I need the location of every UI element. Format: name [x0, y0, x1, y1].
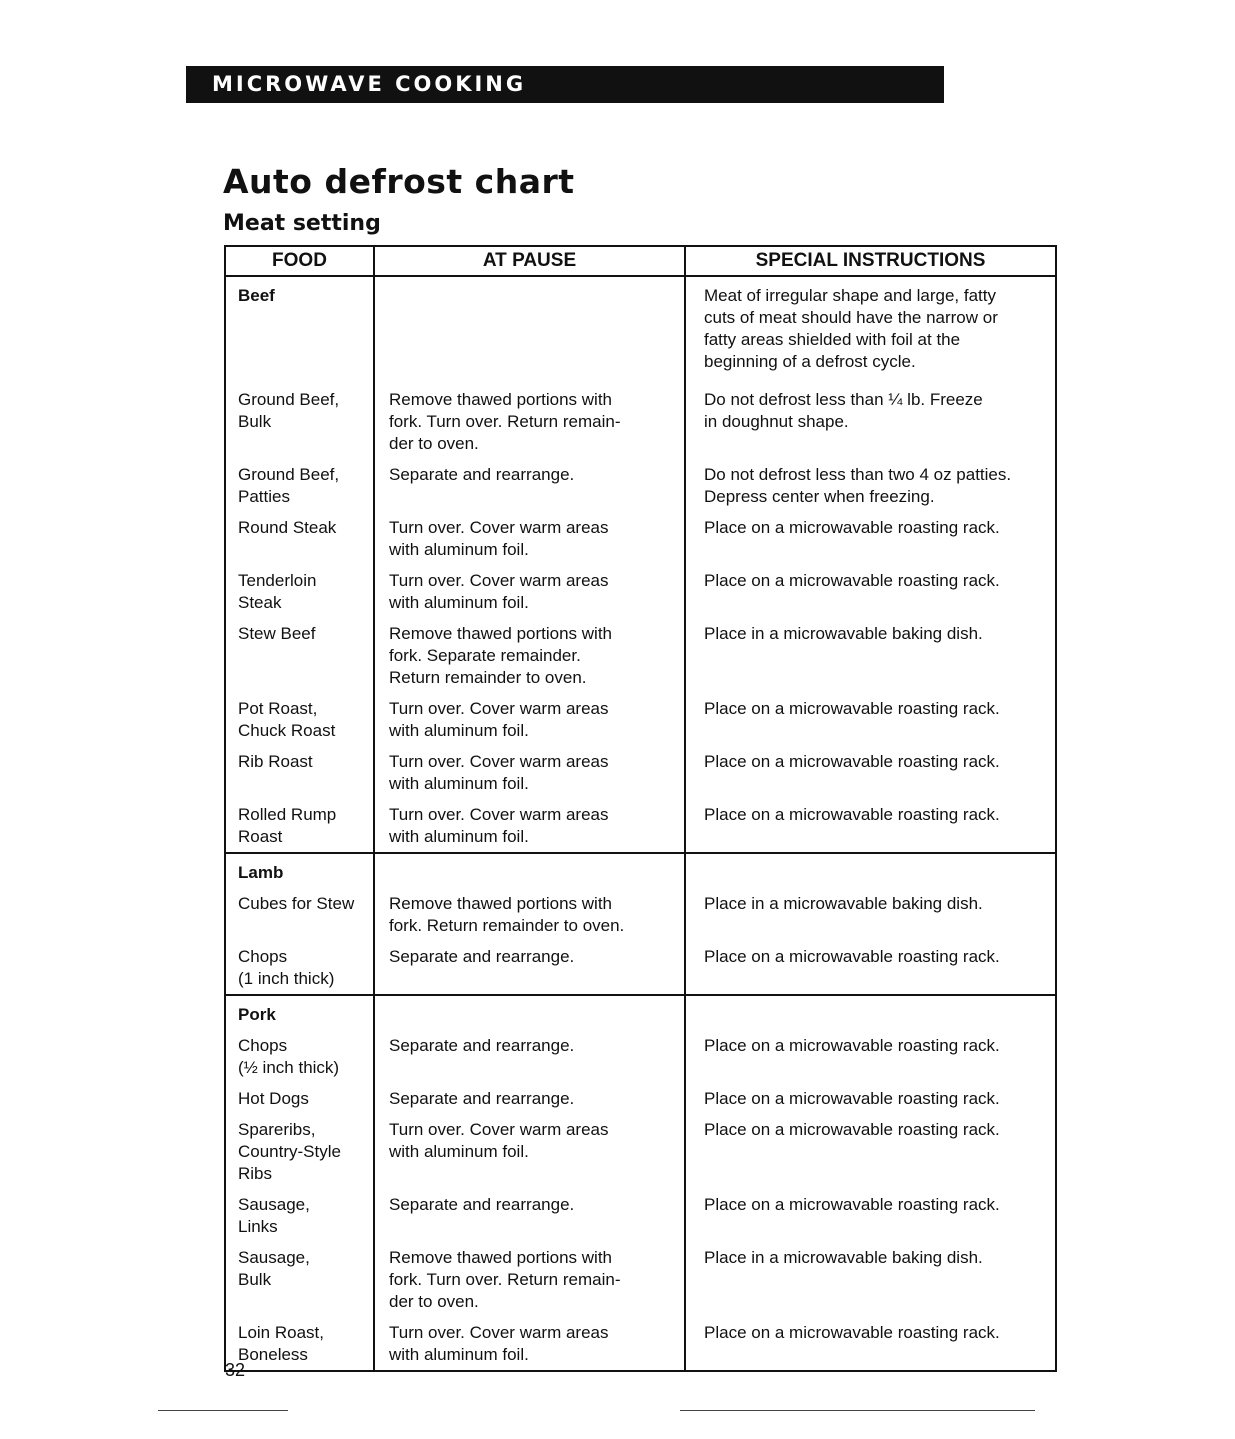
table-row — [225, 1028, 1056, 1088]
section-banner: MICROWAVE COOKING — [186, 66, 944, 103]
at-pause-cell: Turn over. Cover warm areas with aluminum foil. — [374, 1119, 685, 1194]
special-instructions-cell: Do not defrost less than two 4 oz patties. Depress center when freezing. — [685, 464, 1056, 517]
special-instructions-cell: Place on a microwavable roasting rack. — [685, 751, 1056, 804]
food-cell: Sausage, Bulk — [225, 1247, 374, 1322]
special-instructions-cell: Place on a microwavable roasting rack. — [685, 1322, 1056, 1371]
category-pause-cell — [374, 995, 685, 1028]
special-instructions-cell: Place on a microwavable roasting rack. — [685, 698, 1056, 751]
at-pause-cell: Separate and rearrange. — [374, 1028, 685, 1088]
special-instructions-cell: Place on a microwavable roasting rack. — [685, 804, 1056, 853]
table-row — [225, 517, 1056, 570]
table-row — [225, 1247, 1056, 1322]
food-cell: Ground Beef, Patties — [225, 464, 374, 517]
footer-rule-right — [680, 1410, 1035, 1411]
defrost-chart-table — [224, 245, 1057, 1372]
food-cell: Stew Beef — [225, 623, 374, 698]
special-instructions-cell: Place on a microwavable roasting rack. — [685, 1119, 1056, 1194]
at-pause-cell: Turn over. Cover warm areas with aluminum foil. — [374, 698, 685, 751]
table-row — [225, 946, 1056, 995]
table-row — [225, 1322, 1056, 1371]
food-cell: Rolled Rump Roast — [225, 804, 374, 853]
at-pause-cell: Separate and rearrange. — [374, 1088, 685, 1119]
food-cell: Cubes for Stew — [225, 886, 374, 946]
category-pause-cell — [374, 853, 685, 886]
table-row — [225, 382, 1056, 464]
footer-rule-left — [158, 1410, 288, 1411]
special-instructions-cell: Place on a microwavable roasting rack. — [685, 570, 1056, 623]
special-instructions-cell: Place on a microwavable roasting rack. — [685, 946, 1056, 995]
at-pause-cell: Turn over. Cover warm areas with aluminum foil. — [374, 804, 685, 853]
special-instructions-cell: Place on a microwavable roasting rack. — [685, 517, 1056, 570]
category-spec-cell — [685, 995, 1056, 1028]
table-row — [225, 623, 1056, 698]
table-body — [225, 276, 1056, 1371]
category-label: Beef — [225, 276, 374, 382]
table-row — [225, 1119, 1056, 1194]
at-pause-cell: Separate and rearrange. — [374, 464, 685, 517]
at-pause-cell: Turn over. Cover warm areas with aluminum foil. — [374, 517, 685, 570]
at-pause-cell: Separate and rearrange. — [374, 946, 685, 995]
at-pause-cell: Separate and rearrange. — [374, 1194, 685, 1247]
food-cell: Ground Beef, Bulk — [225, 382, 374, 464]
table-header-row — [225, 246, 1056, 276]
at-pause-cell: Turn over. Cover warm areas with aluminum foil. — [374, 570, 685, 623]
special-instructions-cell: Place in a microwavable baking dish. — [685, 1247, 1056, 1322]
food-cell: Loin Roast, Boneless — [225, 1322, 374, 1371]
food-cell: Tenderloin Steak — [225, 570, 374, 623]
table-row — [225, 464, 1056, 517]
food-cell: Chops (½ inch thick) — [225, 1028, 374, 1088]
category-row — [225, 853, 1056, 886]
table-row — [225, 698, 1056, 751]
at-pause-cell: Turn over. Cover warm areas with aluminum foil. — [374, 751, 685, 804]
category-instructions: Meat of irregular shape and large, fatty cuts of meat should have the narrow or fatty areas shielded with foil at the beginning of a defrost cycle. — [685, 276, 1056, 382]
page-number: 32 — [225, 1360, 246, 1380]
food-cell: Sausage, Links — [225, 1194, 374, 1247]
table-row — [225, 804, 1056, 853]
page-title: Auto defrost chart — [223, 162, 575, 201]
food-cell: Spareribs, Country-Style Ribs — [225, 1119, 374, 1194]
table-row — [225, 570, 1056, 623]
food-cell: Chops (1 inch thick) — [225, 946, 374, 995]
special-instructions-cell: Do not defrost less than ¼ lb. Freeze in doughnut shape. — [685, 382, 1056, 464]
category-row — [225, 995, 1056, 1028]
special-instructions-cell: Place on a microwavable roasting rack. — [685, 1028, 1056, 1088]
table-row — [225, 886, 1056, 946]
at-pause-cell: Remove thawed portions with fork. Turn over. Return remain- der to oven. — [374, 382, 685, 464]
category-pause-cell — [374, 276, 685, 382]
table-row — [225, 1194, 1056, 1247]
column-header-food: FOOD — [225, 246, 374, 276]
at-pause-cell: Remove thawed portions with fork. Turn over. Return remain- der to oven. — [374, 1247, 685, 1322]
food-cell: Rib Roast — [225, 751, 374, 804]
at-pause-cell: Turn over. Cover warm areas with aluminum foil. — [374, 1322, 685, 1371]
category-label: Lamb — [225, 853, 374, 886]
table-row — [225, 751, 1056, 804]
special-instructions-cell: Place in a microwavable baking dish. — [685, 886, 1056, 946]
table-row — [225, 1088, 1056, 1119]
special-instructions-cell: Place on a microwavable roasting rack. — [685, 1088, 1056, 1119]
food-cell: Hot Dogs — [225, 1088, 374, 1119]
category-row — [225, 276, 1056, 382]
column-header-at-pause: AT PAUSE — [374, 246, 685, 276]
food-cell: Round Steak — [225, 517, 374, 570]
food-cell: Pot Roast, Chuck Roast — [225, 698, 374, 751]
special-instructions-cell: Place on a microwavable roasting rack. — [685, 1194, 1056, 1247]
section-subtitle: Meat setting — [223, 211, 381, 236]
category-label: Pork — [225, 995, 374, 1028]
category-spec-cell — [685, 853, 1056, 886]
column-header-special-instructions: SPECIAL INSTRUCTIONS — [685, 246, 1056, 276]
at-pause-cell: Remove thawed portions with fork. Separate remainder. Return remainder to oven. — [374, 623, 685, 698]
at-pause-cell: Remove thawed portions with fork. Return remainder to oven. — [374, 886, 685, 946]
special-instructions-cell: Place in a microwavable baking dish. — [685, 623, 1056, 698]
